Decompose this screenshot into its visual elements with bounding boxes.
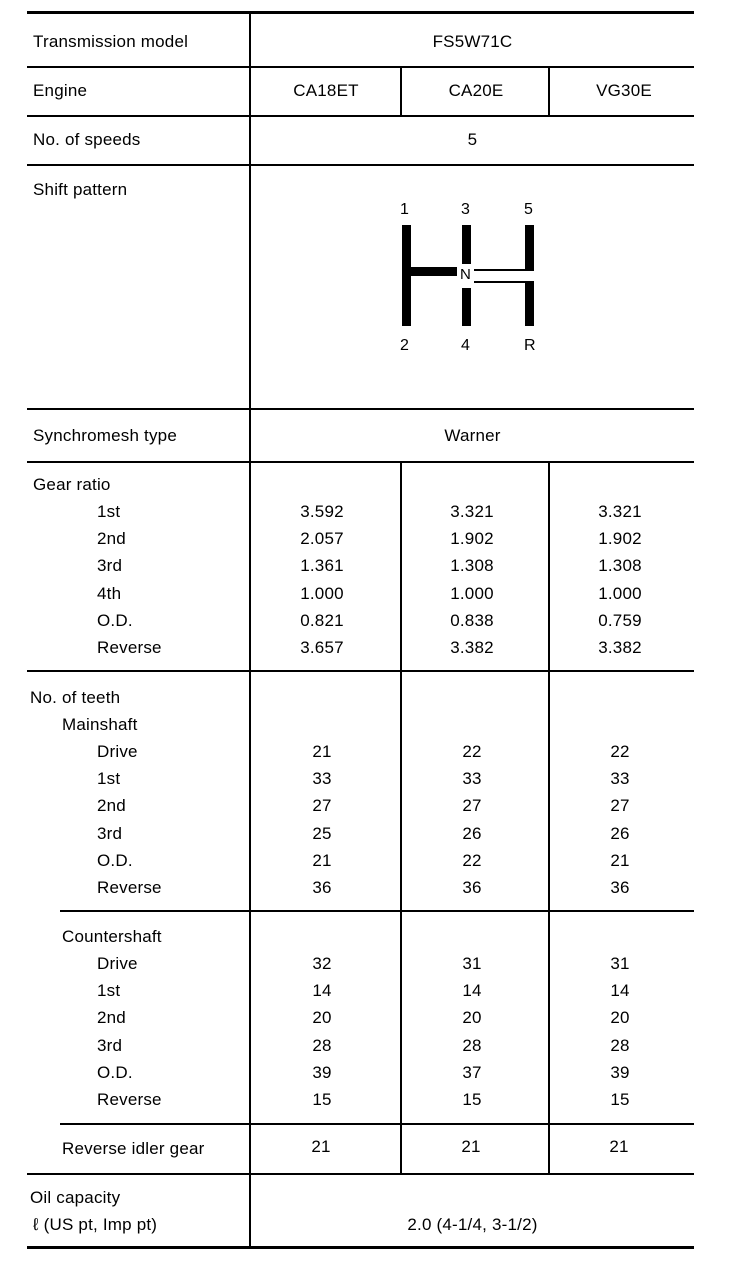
mainshaft-value-col1: 36 (312, 878, 332, 897)
countershaft-gear-label: Reverse (97, 1090, 162, 1109)
gear-ratio-value-col2: 1.308 (450, 556, 494, 576)
gear-ratio-value-col3: 1.902 (598, 529, 642, 549)
gear-ratio-value-col3: 1.000 (598, 583, 642, 603)
shift-gate-center-bottom (462, 288, 471, 326)
reverse-idler-col1: 21 (311, 1137, 331, 1156)
countershaft-value-col1: 20 (312, 1008, 332, 1028)
countershaft-value-col1: 14 (312, 981, 332, 1001)
label-oil-capacity-unit: ℓ (US pt, Imp pt) (33, 1215, 158, 1234)
shift-label-2: 2 (400, 337, 409, 354)
gear-ratio-value-col2: 1.902 (450, 529, 494, 549)
gear-ratio-gear-label: 3rd (97, 556, 123, 576)
mainshaft-value-col3: 33 (610, 769, 630, 789)
countershaft-value-col2: 15 (462, 1090, 482, 1109)
countershaft-value-col3: 20 (610, 1008, 630, 1028)
label-mainshaft: Mainshaft (62, 715, 138, 734)
shift-label-1: 1 (400, 201, 409, 218)
rule-engine (27, 66, 694, 68)
countershaft-value-col2: 20 (462, 1008, 482, 1028)
rule-synchro (27, 408, 694, 410)
gear-ratio-value-col2: 3.382 (450, 638, 494, 657)
gear-ratio-value-col2: 1.000 (450, 583, 494, 603)
gear-ratio-gear-label: Reverse (97, 638, 162, 657)
gear-ratio-gear-label: 2nd (97, 529, 126, 549)
mainshaft-gear-label: 3rd (97, 823, 123, 843)
gear-ratio-value-col3: 3.321 (598, 502, 642, 521)
gear-ratio-value-col1: 1.361 (300, 556, 344, 576)
shift-gate-right-arm-top (474, 269, 530, 271)
gear-ratio-value-col1: 2.057 (300, 529, 344, 549)
label-reverse-idler-gear: Reverse idler gear (62, 1139, 205, 1158)
shift-label-5: 5 (524, 201, 533, 218)
shift-neutral-label: N (460, 266, 471, 283)
gear-ratio-value-col1: 3.657 (300, 638, 344, 657)
reverse-idler-col3: 21 (609, 1137, 629, 1156)
label-shift-pattern: Shift pattern (33, 180, 128, 199)
countershaft-value-col3: 15 (610, 1090, 630, 1109)
countershaft-value-col2: 31 (462, 954, 482, 973)
shift-label-3: 3 (461, 201, 470, 218)
countershaft-gear-label: Drive (97, 954, 138, 973)
countershaft-value-col2: 14 (462, 981, 482, 1001)
countershaft-value-col1: 28 (312, 1035, 332, 1055)
countershaft-gear-label: 2nd (97, 1008, 126, 1028)
value-transmission-model: FS5W71C (432, 32, 513, 51)
shift-label-4: 4 (461, 337, 470, 354)
engine-col2: CA20E (448, 81, 504, 100)
mainshaft-gear-label: Reverse (97, 878, 162, 897)
mainshaft-value-col1: 25 (312, 823, 332, 843)
countershaft-gear-label: 3rd (97, 1035, 123, 1055)
countershaft-value-col1: 15 (312, 1090, 332, 1109)
gear-ratio-value-col2: 3.321 (450, 502, 494, 521)
shift-gate-right-bottom (525, 281, 534, 326)
shift-gate-center-top (462, 225, 471, 264)
mainshaft-value-col2: 33 (462, 769, 482, 789)
shift-gate-right-arm-bottom (474, 281, 530, 283)
rule-countershaft (60, 910, 694, 912)
rule-idler (60, 1123, 694, 1125)
countershaft-value-col2: 37 (462, 1062, 482, 1082)
gear-ratio-value-col1: 3.592 (300, 502, 344, 521)
label-gear-ratio: Gear ratio (33, 475, 111, 494)
reverse-idler-col2: 21 (461, 1137, 481, 1156)
engine-col1: CA18ET (293, 81, 359, 100)
countershaft-value-col2: 28 (462, 1035, 482, 1055)
mainshaft-value-col3: 36 (610, 878, 630, 897)
value-no-of-speeds: 5 (467, 130, 478, 149)
mainshaft-value-col2: 36 (462, 878, 482, 897)
mainshaft-value-col1: 21 (312, 742, 332, 761)
mainshaft-value-col1: 27 (312, 796, 332, 816)
countershaft-gear-label: O.D. (97, 1062, 133, 1082)
mainshaft-value-col3: 22 (610, 742, 630, 761)
label-no-of-speeds: No. of speeds (33, 130, 141, 149)
mainshaft-value-col2: 27 (462, 796, 482, 816)
shift-gate-left-arm (409, 267, 457, 276)
shift-label-r: R (524, 337, 536, 354)
mainshaft-gear-label: Drive (97, 742, 138, 761)
label-engine: Engine (33, 81, 88, 100)
mainshaft-value-col1: 33 (312, 769, 332, 789)
label-no-of-teeth: No. of teeth (30, 688, 121, 707)
countershaft-gear-label: 1st (97, 981, 121, 1001)
label-oil-capacity: Oil capacity (30, 1188, 121, 1207)
mainshaft-value-col3: 26 (610, 823, 630, 843)
rule-gear-ratio (27, 461, 694, 463)
mainshaft-value-col2: 26 (462, 823, 482, 843)
gear-ratio-value-col3: 1.308 (598, 556, 642, 576)
shift-gate-right-top (525, 225, 534, 271)
gear-ratio-value-col3: 0.759 (598, 610, 642, 630)
label-synchromesh-type: Synchromesh type (33, 426, 177, 445)
value-synchromesh-type: Warner (444, 426, 501, 445)
gear-ratio-value-col2: 0.838 (450, 610, 494, 630)
countershaft-value-col1: 39 (312, 1062, 332, 1082)
gear-ratio-gear-label: 1st (97, 502, 121, 521)
rule-top (27, 11, 694, 14)
rule-speeds (27, 115, 694, 117)
rule-shift (27, 164, 694, 166)
countershaft-value-col1: 32 (312, 954, 332, 973)
label-countershaft: Countershaft (62, 927, 162, 946)
mainshaft-value-col3: 27 (610, 796, 630, 816)
rule-oil (27, 1173, 694, 1175)
rule-teeth (27, 670, 694, 672)
engine-col3: VG30E (596, 81, 652, 100)
mainshaft-value-col1: 21 (312, 850, 332, 870)
gear-ratio-gear-label: 4th (97, 583, 122, 603)
mainshaft-value-col3: 21 (610, 850, 630, 870)
countershaft-value-col3: 31 (610, 954, 630, 973)
countershaft-value-col3: 39 (610, 1062, 630, 1082)
value-oil-capacity: 2.0 (4-1/4, 3-1/2) (407, 1215, 538, 1234)
rule-bottom (27, 1246, 694, 1249)
label-transmission-model: Transmission model (33, 32, 189, 51)
mainshaft-gear-label: O.D. (97, 850, 133, 870)
gear-ratio-gear-label: O.D. (97, 610, 133, 630)
mainshaft-gear-label: 1st (97, 769, 121, 789)
mainshaft-value-col2: 22 (462, 850, 482, 870)
countershaft-value-col3: 14 (610, 981, 630, 1001)
mainshaft-value-col2: 22 (462, 742, 482, 761)
gear-ratio-value-col3: 3.382 (598, 638, 642, 657)
gear-ratio-value-col1: 0.821 (300, 610, 344, 630)
mainshaft-gear-label: 2nd (97, 796, 126, 816)
countershaft-value-col3: 28 (610, 1035, 630, 1055)
gear-ratio-value-col1: 1.000 (300, 583, 344, 603)
